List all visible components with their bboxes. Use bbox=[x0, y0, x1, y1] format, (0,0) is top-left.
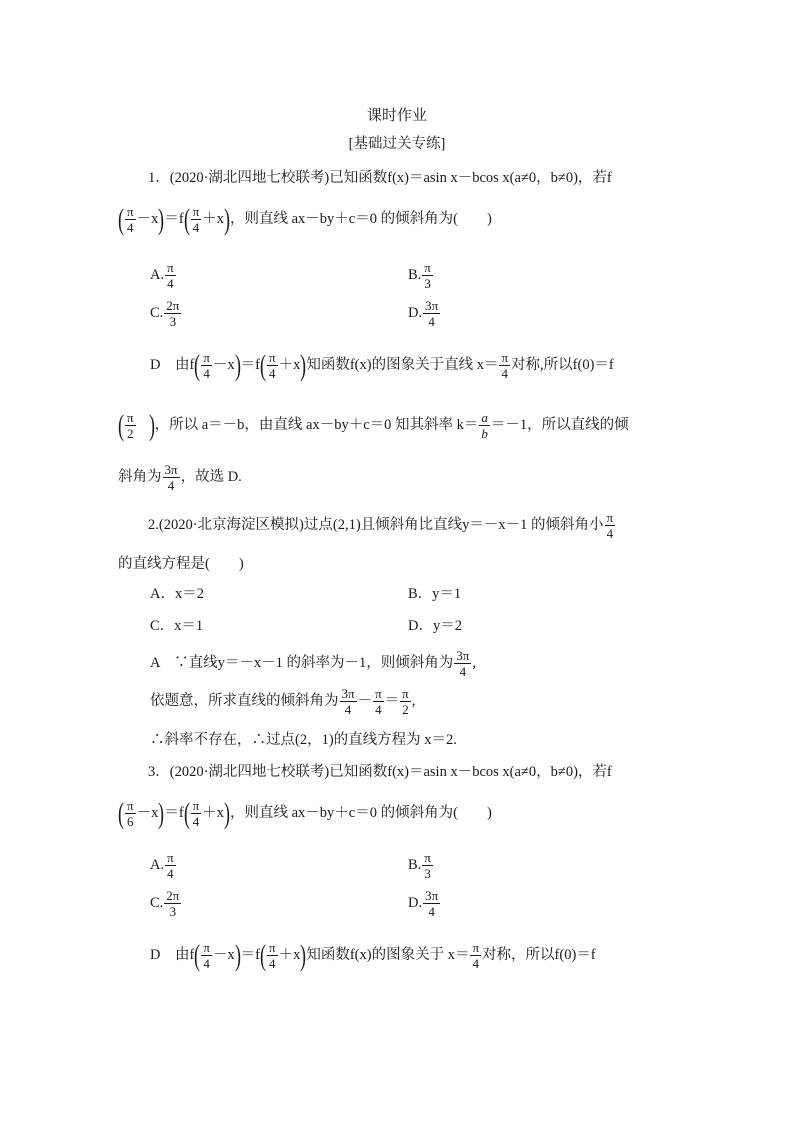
q1-stem-line2-text: ，则直线 ax－by＋c＝0 的倾斜角为( ) bbox=[230, 210, 492, 227]
section-heading: [基础过关专练] bbox=[348, 136, 446, 152]
q1-option-a: A. $\frac{\pi}{4}$ bbox=[150, 260, 174, 291]
q1-solution-line1: D 由f( $\frac{\pi}{4}$ －x)＝f( $\frac{\pi}{4}$ ＋x)知函数f(x)的图象关于直线 x＝ $\frac{\pi}{4}$ 对称,所以f(0)＝f bbox=[150, 348, 614, 382]
q2-stem-line2: 的直线方程是( ) bbox=[118, 556, 244, 572]
q2-option-d: D．y＝2 bbox=[408, 618, 462, 634]
q1-solution-line2: ( $\frac{\pi}{2}$ )，所以 a＝－b，由直线 ax－by＋c＝0 知其斜率 k＝ $\frac{a}{b}$ ＝－1，所以直线的倾 bbox=[118, 408, 629, 442]
q1-option-b: B. $\frac{\pi}{3}$ bbox=[408, 260, 431, 291]
q1-solution-line3: 斜角为 $\frac{3\pi}{4}$ ，故选 D. bbox=[118, 462, 242, 493]
q3-option-b: B. $\frac{\pi}{3}$ bbox=[408, 850, 431, 881]
q3-option-a: A. $\frac{\pi}{4}$ bbox=[150, 850, 174, 881]
q3-solution-line1: D 由f( $\frac{\pi}{4}$ －x)＝f( $\frac{\pi}{4}$ ＋x)知函数f(x)的图象关于 x＝ $\frac{\pi}{4}$ 对称，所以f(0)＝f bbox=[150, 938, 596, 972]
q2-solution-line1: A ∵直线y＝－x－1 的斜率为－1，则倾斜角为 $\frac{3\pi}{4}$ , bbox=[150, 648, 476, 679]
q2-stem-line1: 2.(2020·北京海淀区模拟)过点(2,1)且倾斜角比直线y＝－x－1 的倾斜角小 $\frac{\pi}{4}$ bbox=[148, 510, 614, 541]
q1-stem-line2: ( $\frac{\pi}{4}$ －x)＝f( $\frac{\pi}{4}$ ＋x)，则直线 ax－by＋c＝0 的倾斜角为( ) bbox=[118, 202, 492, 236]
q2-option-b: B．y＝1 bbox=[408, 586, 462, 602]
q1-option-d: D. $\frac{3\pi}{4}$ bbox=[408, 298, 439, 329]
q3-option-d: D. $\frac{3\pi}{4}$ bbox=[408, 888, 439, 919]
q3-stem-line2-text: ，则直线 ax－by＋c＝0 的倾斜角为( ) bbox=[230, 804, 492, 821]
q3-option-c: C. $\frac{2\pi}{3}$ bbox=[150, 888, 180, 919]
q2-solution-line2: 依题意，所求直线的倾斜角为 $\frac{3\pi}{4}$ － $\frac{\pi}{4}$ ＝ $\frac{\pi}{2}$ , bbox=[150, 686, 416, 717]
q2-solution-line3: ∴斜率不存在，∴过点(2，1)的直线方程为 x＝2. bbox=[150, 732, 457, 748]
q3-stem-line1: 3．(2020·湖北四地七校联考)已知函数f(x)＝asin x－bcos x(a≠0，b≠0)，若f bbox=[148, 764, 612, 780]
q1-option-c: C. $\frac{2\pi}{3}$ bbox=[150, 298, 180, 329]
q3-stem-line2: ( $\frac{\pi}{6}$ －x)＝f( $\frac{\pi}{4}$ ＋x)，则直线 ax－by＋c＝0 的倾斜角为( ) bbox=[118, 796, 492, 830]
page-title: 课时作业 bbox=[366, 108, 427, 124]
q2-option-a: A．x＝2 bbox=[150, 586, 204, 602]
q2-option-c: C．x＝1 bbox=[150, 618, 204, 634]
q1-stem-line1: 1．(2020·湖北四地七校联考)已知函数f(x)＝asin x－bcos x(a≠0，b≠0)，若f bbox=[148, 170, 612, 186]
